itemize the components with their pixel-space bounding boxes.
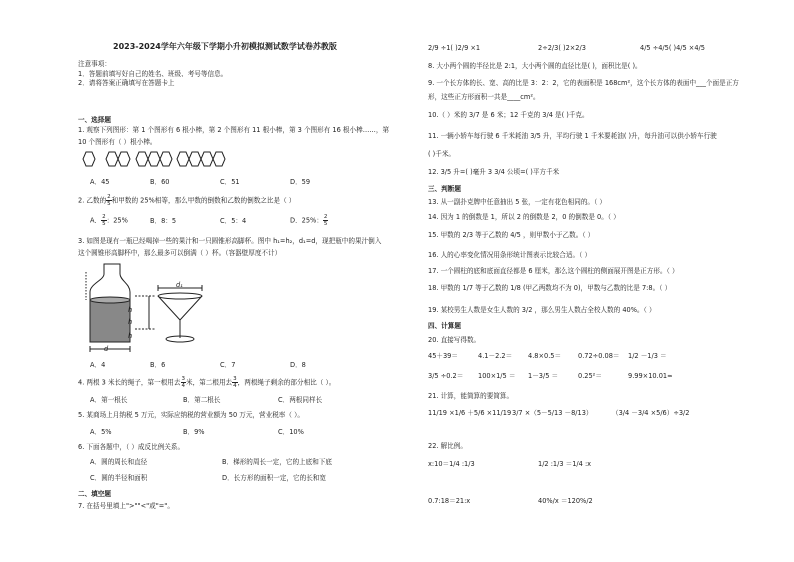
- calc-item: 1－3/5 ＝: [528, 372, 559, 380]
- q1-option-d[interactable]: D．59: [290, 178, 311, 186]
- calc-item: 4.8×0.5＝: [528, 352, 562, 360]
- question-19: 19. 某校男生人数是女生人数的 3/2 ，那么男生人数占全校人数的 40%。（ ）: [428, 306, 656, 314]
- q6-option-c[interactable]: C．圆的半径和面积: [90, 474, 148, 482]
- question-11-line2: ( )千米。: [428, 150, 456, 158]
- q1-option-b[interactable]: B．60: [150, 178, 170, 186]
- q7-compare-2: 2÷2/3( )2×2/3: [538, 44, 586, 52]
- calc-item: 9.99×10.01≈: [628, 372, 673, 380]
- question-3-line2: 这个圆锥形高脚杯中，那么最多可以倒满（ ）杯。（容器壁厚度不计）: [78, 249, 282, 257]
- calc-item: 4.1－2.2＝: [478, 352, 513, 360]
- section-heading: 二、填空题: [78, 490, 111, 498]
- page-title: 2023-2024学年六年级下学期小升初模拟测试数学试卷苏教版: [113, 42, 337, 51]
- question-22: 22. 解比例。: [428, 442, 467, 450]
- q3-option-c[interactable]: C．7: [220, 361, 236, 369]
- label-h3: h: [128, 332, 133, 340]
- ratio-item: 0.7:18＝21:x: [428, 497, 471, 505]
- question-10: 10.（ ）米的 3/7 是 6 米；12 千克的 3/4 是( )千克。: [428, 111, 589, 119]
- calc-item: 1/2 －1/3 ＝: [628, 352, 667, 360]
- q1-option-c[interactable]: C．51: [220, 178, 240, 186]
- question-1-line2: 10 个图形有（ ）根小棒。: [78, 138, 157, 146]
- cone-goblet-figure: [135, 280, 210, 350]
- calc-item: （3/4 －3/4 ×5/6）÷3/2: [612, 409, 690, 417]
- question-20: 20. 直接写得数。: [428, 336, 481, 344]
- calc-item: 3/5 ÷0.2＝: [428, 372, 464, 380]
- notice-label: 注意事项：: [78, 60, 111, 68]
- q2-option-c[interactable]: C．5：4: [220, 217, 247, 225]
- notice-item: 2．请将答案正确填写在答题卡上: [78, 79, 175, 87]
- q2-option-b[interactable]: B．8：5: [150, 217, 177, 225]
- q4-option-b[interactable]: B．第二根长: [183, 396, 221, 404]
- calc-item: 11/19 ×1/6 ＋5/6 ×11/19: [428, 409, 512, 417]
- question-5: 5. 某商场上月纳税 5 万元，实际应纳税的营业额为 50 万元，营业税率（ ）。: [78, 411, 304, 419]
- notice-item: 1．答题前填写好自己的姓名、班级、考号等信息。: [78, 70, 228, 78]
- question-9-line1: 9. 一个长方体的长、宽、高的比是 3：2：2，它的表面积是 168cm²，这个长方体的表面中___个面是正方: [428, 79, 739, 87]
- q6-option-d[interactable]: D．长方形的面积一定，它的长和宽: [222, 474, 326, 482]
- ratio-item: 1/2 :1/3 ＝1/4 :x: [538, 460, 592, 468]
- q1-option-a[interactable]: A．45: [90, 178, 110, 186]
- question-21: 21. 计算，能简算的要简算。: [428, 392, 514, 400]
- ratio-item: 40%/x ＝120%/2: [538, 497, 593, 505]
- calc-item: 0.25²＝: [578, 372, 602, 380]
- calc-item: 0.72÷0.08＝: [578, 352, 620, 360]
- label-d1: d₁: [176, 281, 183, 289]
- q6-option-b[interactable]: B．梯形的周长一定，它的上底和下底: [222, 458, 333, 466]
- question-11-line1: 11. 一辆小轿车每行驶 6 千米耗油 3/5 升，平均行驶 1 千米要耗油( )升，每升油可以供小轿车行驶: [428, 132, 717, 140]
- question-4: 4. 两根 3 米长的绳子，第一根用去 $\frac{3}{4}$ 米，第二根用去 $\frac{3}{4}$ ，两根绳子剩余的部分相比（ ）。: [78, 376, 336, 389]
- q5-option-a[interactable]: A．5%: [90, 428, 112, 436]
- question-9-line2: 形，这些正方形面积一共是____cm²。: [428, 93, 540, 101]
- q3-option-a[interactable]: A．4: [90, 361, 106, 369]
- calc-item: 3/7 ×（5－5/13 －8/13）: [512, 409, 593, 417]
- section-heading: 一、选择题: [78, 116, 111, 124]
- label-h1: h: [128, 306, 133, 314]
- question-1-line1: 1. 观察下列图形：第 1 个图形有 6 根小棒，第 2 个图形有 11 根小棒，第 3 个图形有 16 根小棒……，第: [78, 126, 390, 134]
- q4-option-a[interactable]: A．第一根长: [90, 396, 128, 404]
- question-3-line1: 3. 如图是现有一瓶已经喝掉一些的果汁和一只圆锥形高脚杯。图中 h₁=h₂，d₁=d，现把瓶中的果汁倒入: [78, 237, 382, 245]
- q6-option-a[interactable]: A．圆的周长和直径: [90, 458, 148, 466]
- question-15: 15. 甲数的 2/3 等于乙数的 4/5 ，则甲数小于乙数。（ ）: [428, 231, 595, 239]
- q2-option-a[interactable]: A． $\frac{2}{5}$ ：25%: [90, 214, 128, 227]
- question-13: 13. 从一副扑克牌中任意抽出 5 张，一定有花色相同的。（ ）: [428, 198, 607, 206]
- hexagon-sequence-figure: [80, 151, 240, 169]
- q2-option-d[interactable]: D．25%： $\frac{2}{5}$: [290, 214, 328, 227]
- q4-option-c[interactable]: C．两根同样长: [278, 396, 323, 404]
- question-12: 12. 3/5 升=( )毫升 3 3/4 公顷=( )平方千米: [428, 168, 560, 176]
- calc-item: 100×1/5 ＝: [478, 372, 516, 380]
- q7-compare-1: 2/9 ÷1( )2/9 ×1: [428, 44, 481, 52]
- question-17: 17. 一个圆柱的底和底面直径都是 6 厘米，那么这个圆柱的侧面展开图是正方形。（ ）: [428, 267, 679, 275]
- question-18: 18. 甲数的 1/7 等于乙数的 1/8 (甲乙两数均不为 0)，甲数与乙数的比是 7:8。（ ）: [428, 284, 672, 292]
- section-heading: 三、判断题: [428, 185, 461, 193]
- q5-option-c[interactable]: C．10%: [278, 428, 304, 436]
- question-8: 8. 大小两个圆的半径比是 2:1，大小两个圆的直径比是( )，面积比是( )。: [428, 62, 642, 70]
- question-7: 7. 在括号里填上">""<"或"="。: [78, 502, 174, 510]
- question-2: 2. 乙数的 $\frac{2}{5}$ 和甲数的 25%相等，那么甲数的倒数和乙数的倒数之比是（ ）: [78, 194, 296, 207]
- label-d: d: [104, 345, 109, 353]
- question-16: 16. 人的心率变化情况用条形统计图表示比较合适。（ ）: [428, 251, 592, 259]
- calc-item: 45＋39＝: [428, 352, 458, 360]
- ratio-item: x:10＝1/4 :1/3: [428, 460, 475, 468]
- q3-option-b[interactable]: B．6: [150, 361, 166, 369]
- question-14: 14. 因为 1 的倒数是 1，所以 2 的倒数是 2，0 的倒数是 0。（ ）: [428, 213, 620, 221]
- juice-bottle-figure: [82, 262, 142, 357]
- question-6: 6. 下面各题中，（ ）成反比例关系。: [78, 443, 185, 451]
- q5-option-b[interactable]: B．9%: [183, 428, 205, 436]
- q7-compare-3: 4/5 ÷4/5( )4/5 ×4/5: [640, 44, 705, 52]
- label-h2: h: [128, 318, 133, 326]
- section-heading: 四、计算题: [428, 322, 461, 330]
- q3-option-d[interactable]: D．8: [290, 361, 306, 369]
